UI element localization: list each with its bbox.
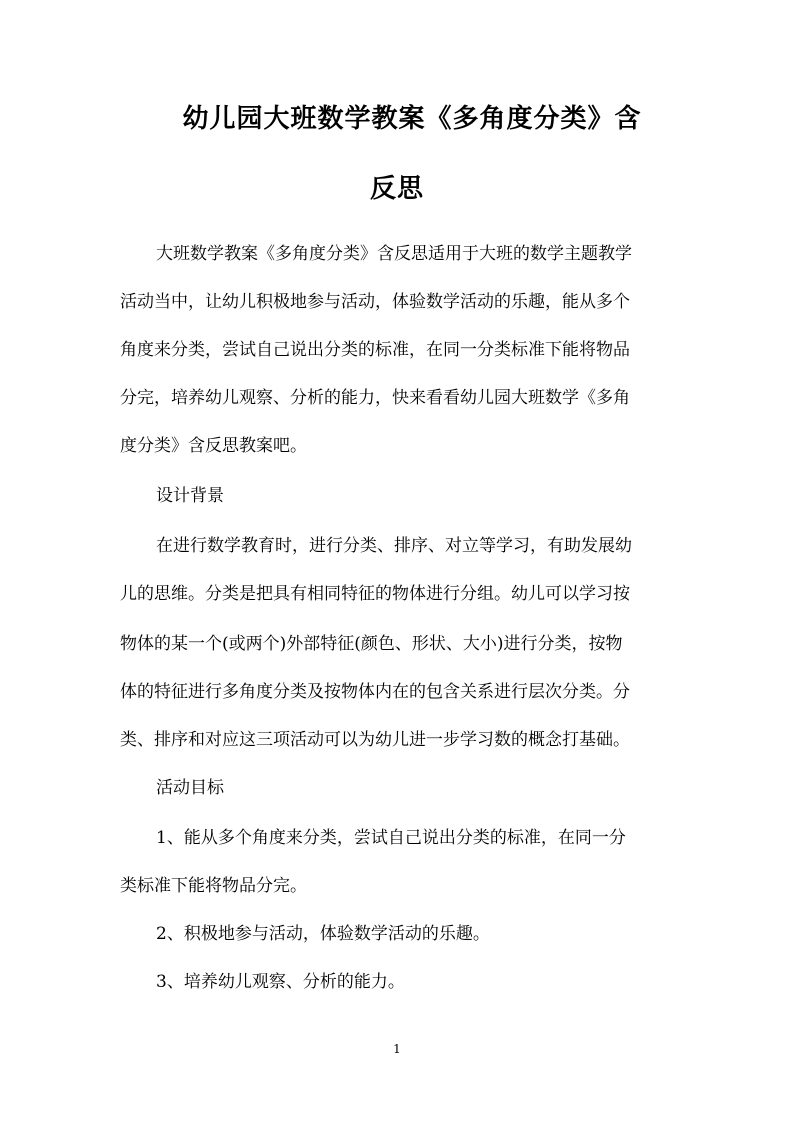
intro-line: 活动当中，让幼儿积极地参与活动，体验数学活动的乐趣，能从多个 xyxy=(120,292,630,312)
page-number: 1 xyxy=(393,1042,401,1056)
section-heading-activity-goals: 活动目标 xyxy=(156,778,224,798)
goal-item: 1、能从多个角度来分类，尝试自己说出分类的标准，在同一分 xyxy=(156,828,626,848)
body-line: 儿的思维。分类是把具有相同特征的物体进行分组。幼儿可以学习按 xyxy=(120,584,630,604)
body-line: 物体的某一个(或两个)外部特征(颜色、形状、大小)进行分类，按物 xyxy=(120,634,623,654)
intro-line: 大班数学教案《多角度分类》含反思适用于大班的数学主题教学 xyxy=(156,244,632,264)
goal-item: 3、培养幼儿观察、分析的能力。 xyxy=(156,972,405,992)
intro-line: 度分类》含反思教案吧。 xyxy=(120,436,307,456)
goal-item: 2、积极地参与活动，体验数学活动的乐趣。 xyxy=(156,924,490,944)
section-heading-design-background: 设计背景 xyxy=(156,486,224,506)
body-line: 体的特征进行多角度分类及按物体内在的包含关系进行层次分类。分 xyxy=(120,682,630,702)
intro-line: 角度来分类，尝试自己说出分类的标准，在同一分类标准下能将物品 xyxy=(120,340,630,360)
body-line: 类、排序和对应这三项活动可以为幼儿进一步学习数的概念打基础。 xyxy=(120,730,630,750)
page-title-line-1: 幼儿园大班数学教案《多角度分类》含 xyxy=(182,104,642,134)
body-line: 在进行数学教育时，进行分类、排序、对立等学习，有助发展幼 xyxy=(156,536,632,556)
intro-line: 分完，培养幼儿观察、分析的能力，快来看看幼儿园大班数学《多角 xyxy=(120,388,630,408)
page-title-line-2: 反思 xyxy=(369,174,424,204)
goal-item-continued: 类标准下能将物品分完。 xyxy=(120,876,307,896)
